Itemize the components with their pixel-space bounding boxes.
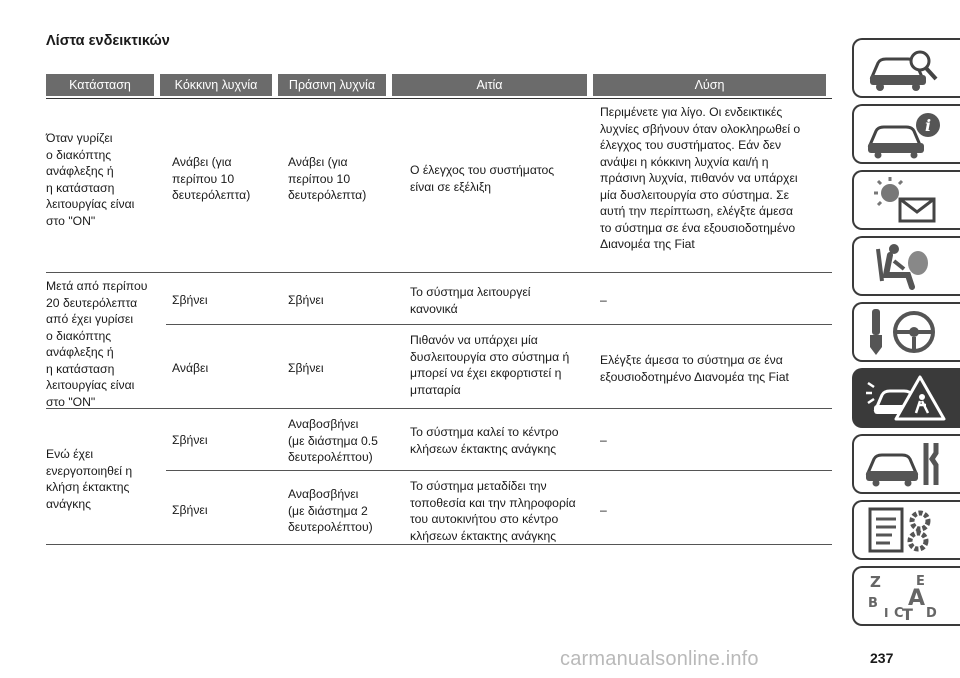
car-tools-icon (864, 439, 946, 489)
group3-row2-red: Σβήνει (172, 503, 208, 517)
header-cause: Αιτία (392, 74, 587, 96)
table-header (46, 74, 832, 96)
index-letter-z: Z (870, 573, 881, 591)
seat-airbag-icon (864, 241, 946, 291)
indicator-table (46, 74, 832, 543)
tab-starting-driving[interactable] (852, 302, 960, 362)
group2-row1-green: Σβήνει (288, 293, 324, 307)
group2-row2-cause: Πιθανόν να υπάρχει μία δυσλειτουργία στο σύστημα ή μπορεί να έχει εκφορτιστεί η μπαταρία (410, 333, 570, 397)
page-number: 237 (870, 650, 894, 666)
group2-condition: Μετά από περίπου 20 δευτερόλεπτα από έχει γυρίσει ο διακόπτης ανάφλεξης ή η κατάσταση λειτουργίας είναι στο "ON" (46, 279, 148, 409)
car-search-icon (864, 43, 946, 93)
group2-rule (46, 408, 832, 409)
index-letter-i: I (884, 606, 889, 620)
group3-row1-green: Αναβοσβήνει (με διάστημα 0.5 δευτερολέπτου) (288, 417, 378, 464)
car-info-icon (864, 109, 946, 159)
key-steering-wheel-icon (864, 307, 946, 357)
group3-row2-cause: Το σύστημα μεταδίδει την τοποθεσία και την πληροφορία του αυτοκινήτου στο κέντρο κλήσεων έκτακτης ανάγκης (410, 479, 576, 543)
chapter-tabs (852, 38, 960, 638)
index-letter-b: B (868, 596, 878, 611)
header-solution: Λύση (593, 74, 826, 96)
tab-warning-messages[interactable] (852, 170, 960, 230)
tab-car-search[interactable] (852, 38, 960, 98)
group2-row2-solution: Ελέγξτε άμεσα το σύστημα σε ένα εξουσιοδοτημένο Διανομέα της Fiat (600, 353, 789, 384)
group3-mid-rule (166, 470, 832, 471)
index-letter-e: E (916, 574, 925, 589)
table-bottom-rule (46, 544, 832, 545)
table-top-rule (46, 98, 832, 99)
group3-row1-cause: Το σύστημα καλεί το κέντρο κλήσεων έκτακτης ανάγκης (410, 425, 559, 456)
group1-row1-red: Ανάβει (για περίπου 10 δευτερόλεπτα) (172, 155, 251, 202)
group2-row1-cause: Το σύστημα λειτουργεί κανονικά (410, 285, 531, 316)
tab-service[interactable] (852, 434, 960, 494)
index-letter-c: C (894, 606, 904, 621)
tab-technical-data[interactable] (852, 500, 960, 560)
header-red-light: Κόκκινη λυχνία (160, 74, 272, 96)
group3-condition: Ενώ έχει ενεργοποιηθεί η κλήση έκτακτης ανάγκης (46, 447, 133, 511)
svg-text:i: i (924, 116, 932, 135)
group2-mid-rule (166, 324, 832, 325)
page-title: Λίστα ενδεικτικών (46, 33, 170, 49)
group3-row2-solution: – (600, 503, 607, 517)
car-crash-warning-icon (864, 373, 946, 423)
header-green-light: Πράσινη λυχνία (278, 74, 386, 96)
index-letter-d: D (926, 606, 937, 621)
tab-index[interactable] (852, 566, 960, 626)
alphabet-index-icon (864, 571, 946, 621)
group1-row1-solution: Περιμένετε για λίγο. Οι ενδεικτικές λυχνίες σβήνουν όταν ολοκληρωθεί ο έλεγχος του συστήματος. Εάν δεν ανάψει η κόκκινη λυχνία και/ή η πράσινη λυχνία, πιθανόν να υπάρχει μία δυσλειτουργία στο σύστημα. Σε αυτή την περίπτωση, ελέγξτε άμεσα το σύστημα σε ένα εξουσιοδοτημένο Διανομέα της Fiat (600, 105, 801, 251)
group1-row1-cause: Ο έλεγχος του συστήματος είναι σε εξέλιξη (410, 163, 555, 194)
group1-condition: Όταν γυρίζει ο διακόπτης ανάφλεξης ή η κατάσταση λειτουργίας είναι στο "ON" (46, 131, 135, 228)
group2-row1-solution: – (600, 293, 607, 307)
group2-row2-red: Ανάβει (172, 361, 209, 375)
index-letter-t: T (902, 605, 913, 621)
group3-row1-red: Σβήνει (172, 433, 208, 447)
group1-row1-green: Ανάβει (για περίπου 10 δευτερόλεπτα) (288, 155, 367, 202)
group1-rule (46, 272, 832, 273)
table-body (46, 96, 832, 543)
watermark: carmanualsonline.info (560, 648, 759, 670)
group3-row2-green: Αναβοσβήνει (με διάστημα 2 δευτερολέπτου) (288, 487, 373, 534)
tab-safety[interactable] (852, 236, 960, 296)
group3-row1-solution: – (600, 433, 607, 447)
group2-row2-green: Σβήνει (288, 361, 324, 375)
index-letter-a: A (908, 586, 926, 611)
tab-emergency[interactable] (852, 368, 960, 428)
tab-car-info[interactable] (852, 104, 960, 164)
warning-light-message-icon (864, 175, 946, 225)
header-condition: Κατάσταση (46, 74, 154, 96)
group2-row1-red: Σβήνει (172, 293, 208, 307)
document-gears-icon (864, 505, 946, 555)
